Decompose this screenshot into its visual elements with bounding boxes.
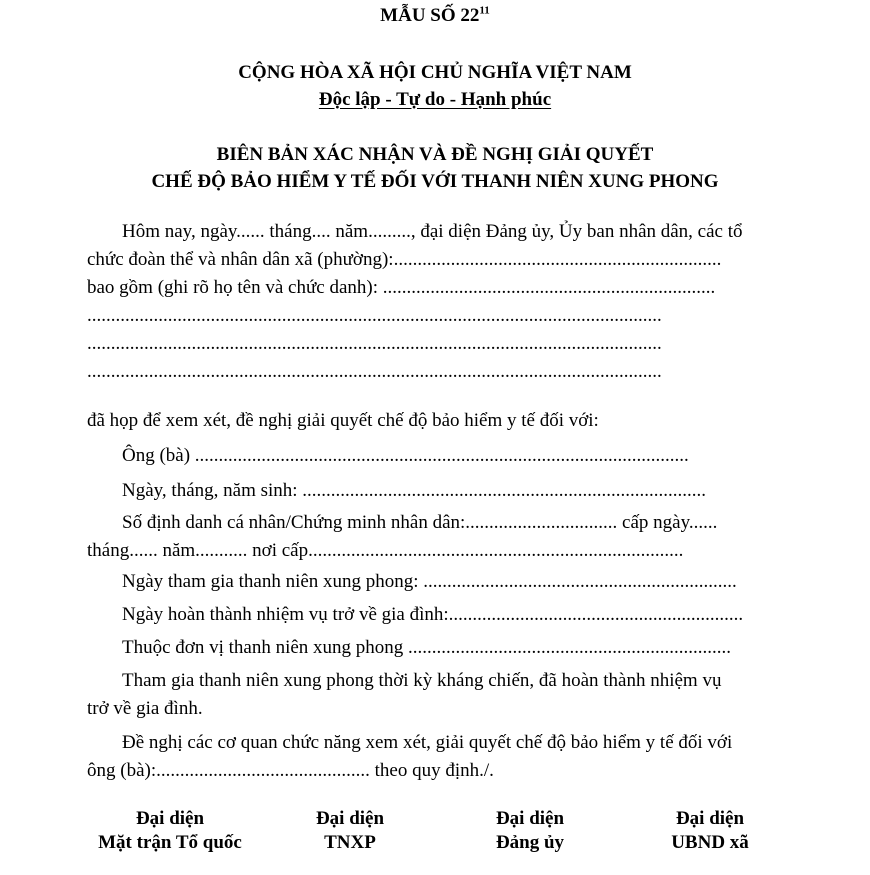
field-unit: Thuộc đơn vị thanh niên xung phong .................................................................... <box>122 637 732 658</box>
statement-line-2: trở về gia đình. <box>87 698 203 719</box>
motto <box>0 89 870 111</box>
signature-org: Mặt trận Tổ quốc <box>98 832 242 853</box>
field-return-date: Ngày hoàn thành nhiệm vụ trở về gia đình:.............................................................. <box>122 604 744 625</box>
signature-role: Đại diện <box>135 808 205 829</box>
motto-text: Độc lập - Tự do - Hạnh phúc <box>318 89 552 110</box>
signature-block-party-committee <box>450 807 610 855</box>
document-title-line-2: CHẾ ĐỘ BẢO HIỂM Y TẾ ĐỐI VỚI THANH NIÊN XUNG PHONG <box>151 171 719 192</box>
form-number <box>0 5 870 27</box>
signature-block-fatherland-front <box>80 807 260 855</box>
document-title-line-1: BIÊN BẢN XÁC NHẬN VÀ ĐỀ NGHỊ GIẢI QUYẾT <box>216 144 654 165</box>
country-name: CỘNG HÒA XÃ HỘI CHỦ NGHĨA VIỆT NAM <box>238 62 632 83</box>
footnote-marker: 11 <box>479 4 490 17</box>
field-date-of-birth: Ngày, tháng, năm sinh: ..................................................................................... <box>122 480 707 501</box>
signature-org: Đảng ủy <box>495 832 565 853</box>
field-id-line-2: tháng...... năm........... nơi cấp............................................................................... <box>87 540 684 561</box>
signature-role: Đại diện <box>495 808 565 829</box>
field-join-date: Ngày tham gia thanh niên xung phong: .................................................................. <box>122 571 737 592</box>
blank-line-2: ......................................................................................................................... <box>87 333 662 354</box>
request-line-2: ông (bà):............................................. theo quy định./. <box>87 760 494 781</box>
statement-line-1: Tham gia thanh niên xung phong thời kỳ kháng chiến, đã hoàn thành nhiệm vụ <box>122 670 722 691</box>
signature-role: Đại diện <box>315 808 385 829</box>
signature-org: TNXP <box>324 832 376 853</box>
request-line-1: Đề nghị các cơ quan chức năng xem xét, giải quyết chế độ bảo hiểm y tế đối với <box>122 732 733 753</box>
intro-line-3: bao gồm (ghi rõ họ tên và chức danh): ...................................................................... <box>87 277 716 298</box>
meeting-statement: đã họp để xem xét, đề nghị giải quyết chế độ bảo hiểm y tế đối với: <box>87 410 599 431</box>
field-id-line-1: Số định danh cá nhân/Chứng minh nhân dân:................................ cấp ngày...... <box>122 512 718 533</box>
intro-line-2: chức đoàn thể và nhân dân xã (phường):..................................................................... <box>87 249 722 270</box>
blank-line-1: ......................................................................................................................... <box>87 305 662 326</box>
signature-org: UBND xã <box>671 832 749 853</box>
field-name: Ông (bà) ........................................................................................................ <box>122 445 689 466</box>
signature-block-tnxp <box>270 807 430 855</box>
form-number-text: MẪU SỐ 22 <box>380 5 480 26</box>
signature-block-commune-committee <box>630 807 790 855</box>
blank-line-3: ......................................................................................................................... <box>87 361 662 382</box>
signature-role: Đại diện <box>675 808 745 829</box>
intro-line-1: Hôm nay, ngày...... tháng.... năm........., đại diện Đảng ủy, Ủy ban nhân dân, các tổ <box>122 221 743 242</box>
